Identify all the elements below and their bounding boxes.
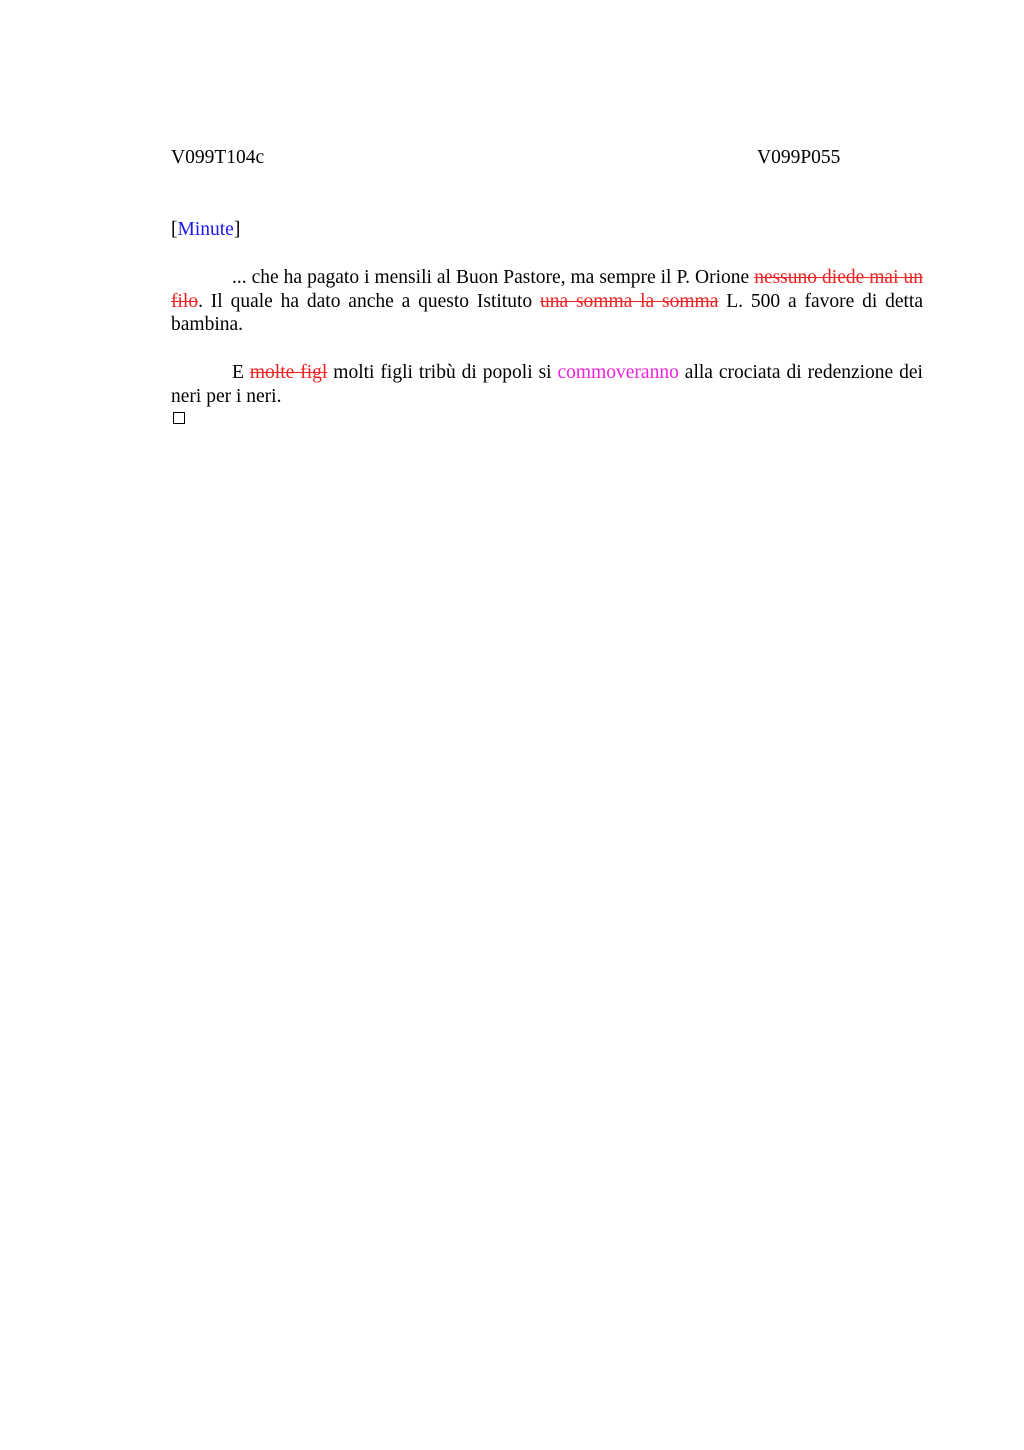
paragraph-2 (171, 361, 923, 408)
header-right-code: V099P055 (757, 147, 841, 168)
paragraph-2-text-2: molti figli tribù di popoli si (327, 362, 558, 383)
paragraph-1 (171, 266, 923, 337)
paragraph-2-text-1: E (232, 362, 250, 383)
paragraph-1-text-3: L. 500 a favore di detta bambina. (171, 290, 923, 335)
paragraph-2-highlight-1: commoveranno (557, 362, 679, 383)
paragraph-1-text-2: . Il quale ha dato anche a questo Istituto (198, 290, 540, 312)
paragraph-2-deleted-1: molte figl (249, 362, 328, 383)
empty-square-icon (173, 412, 185, 424)
paragraph-2-text-3: alla crociata di redenzione dei neri per i neri. (171, 362, 923, 407)
paragraph-1-text-1: ... che ha pagato i mensili al Buon Pastore, ma sempre il P. Orione (232, 267, 755, 288)
section-heading (171, 218, 240, 242)
header-left-code: V099T104c (171, 147, 265, 168)
section-label: Minute (177, 219, 234, 240)
paragraph-1-deleted-2: una somma la somma (539, 290, 719, 312)
section-open-bracket: [ (171, 219, 178, 240)
paragraph-1-deleted-1: nessuno diede mai un filo (171, 267, 923, 312)
section-close-bracket: ] (233, 219, 241, 240)
